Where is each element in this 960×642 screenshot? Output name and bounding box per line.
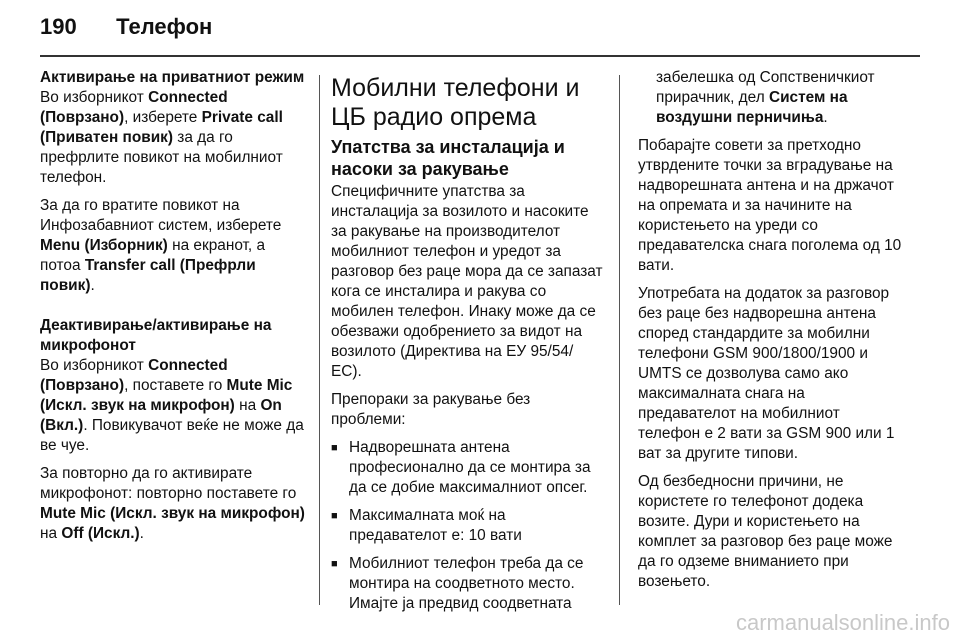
- text: .: [90, 277, 95, 294]
- subsection-title: Упатства за инсталација и насоки за ракување: [331, 137, 565, 179]
- paragraph: [40, 464, 308, 544]
- text: на: [40, 525, 62, 542]
- paragraph: [40, 88, 308, 188]
- menu-term: Mute Mic (Искл. звук на микрофон): [40, 377, 293, 414]
- paragraph: [40, 196, 308, 296]
- column-1: [40, 68, 308, 552]
- menu-term: Connected (Поврзано): [40, 357, 228, 394]
- bullet-list: [331, 438, 603, 614]
- column-divider-2: [619, 75, 620, 605]
- text: Во изборникот: [40, 357, 149, 374]
- column-3: [638, 68, 906, 600]
- paragraph: Специфичните упатства за инсталација за возилото и насоките за ракување на производителот мобилниот телефон и уредот за разговор без раце мора да се запазат кога се инсталира и ракува со мобилен телефон. Инаку може да се обезважи одобрението за видот на возилото (Директива на ЕУ 95/54/ ЕС).: [331, 183, 603, 380]
- text: , поставете го: [124, 377, 227, 394]
- menu-term: Menu (Изборник): [40, 237, 168, 254]
- menu-term: Mute Mic (Искл. звук на микрофон): [40, 505, 305, 522]
- paragraph: [638, 68, 906, 128]
- text: забелешка од Сопственичкиот прирачник, дел: [656, 69, 875, 106]
- text: на екранот, а потоа: [40, 237, 266, 274]
- menu-term: Connected (Поврзано): [40, 89, 228, 126]
- page-header: [40, 14, 212, 40]
- text: За повторно да го активирате микрофонот: повторно поставете го: [40, 465, 297, 502]
- text: на: [234, 397, 261, 414]
- list-item: ■ Мобилниот телефон треба да се монтира на соодветното место. Имајте ја предвид соодветната: [331, 554, 603, 614]
- paragraph: Од безбедносни причини, не користете го телефонот додека возите. Дури и користењето на комплет за разговор без раце може да го одземе вниманието при возењето.: [638, 473, 893, 590]
- text: за да го префрлите повикот на мобилниот телефон.: [40, 129, 283, 186]
- text: За да го вратите повикот на Инфозабавниот систем, изберете: [40, 197, 282, 234]
- text: Во изборникот: [40, 89, 149, 106]
- paragraph: Употребата на додаток за разговор без раце без надворешна антена според стандардите за мобилни телефони GSM 900/1800/1900 и UMTS се дозволува само ако максималната снага на предавателот на мобилниот телефон е 2 вати за GSM 900 или 1 ват за другите типови.: [638, 285, 895, 462]
- header-rule: [40, 55, 920, 57]
- text: , изберете: [124, 109, 202, 126]
- section-title: Мобилни телефони и ЦБ радио опрема: [331, 74, 580, 131]
- text: .: [823, 109, 828, 126]
- paragraph: Побарајте совети за претходно утврдените точки за вградување на надворешната антена и на држачот на опремата и за начините на користењето на уреди со предавателска снага поголема од 10 вати.: [638, 137, 902, 274]
- menu-term: Off (Искл.): [61, 525, 140, 542]
- menu-term: Private call (Приватен повик): [40, 109, 283, 146]
- text: .: [139, 525, 144, 542]
- page-number: 190: [40, 14, 77, 39]
- section-heading-private-mode: Активирање на приватниот режим: [40, 69, 305, 86]
- page-title: Телефон: [116, 14, 213, 39]
- list-item: ■ Максималната моќ на предавателот е: 10 вати: [331, 506, 603, 546]
- paragraph: Препораки за ракување без проблеми:: [331, 391, 531, 428]
- list-item: ■ Надворешната антена професионално да се монтира за да се добие максималниот опсег.: [331, 438, 603, 498]
- section-heading-microphone: Деактивирање/активирање на микрофонот: [40, 317, 272, 354]
- column-2: [331, 62, 603, 622]
- menu-term: On (Вкл.): [40, 397, 282, 434]
- watermark: carmanualsonline.info: [735, 610, 950, 635]
- column-divider-1: [319, 75, 320, 605]
- manual-section-term: Систем на воздушни перничиња: [656, 89, 848, 126]
- menu-term: Transfer call (Префрли повик): [40, 257, 256, 294]
- text: . Повикувачот веќе не може да ве чуе.: [40, 417, 304, 454]
- paragraph: [40, 356, 308, 456]
